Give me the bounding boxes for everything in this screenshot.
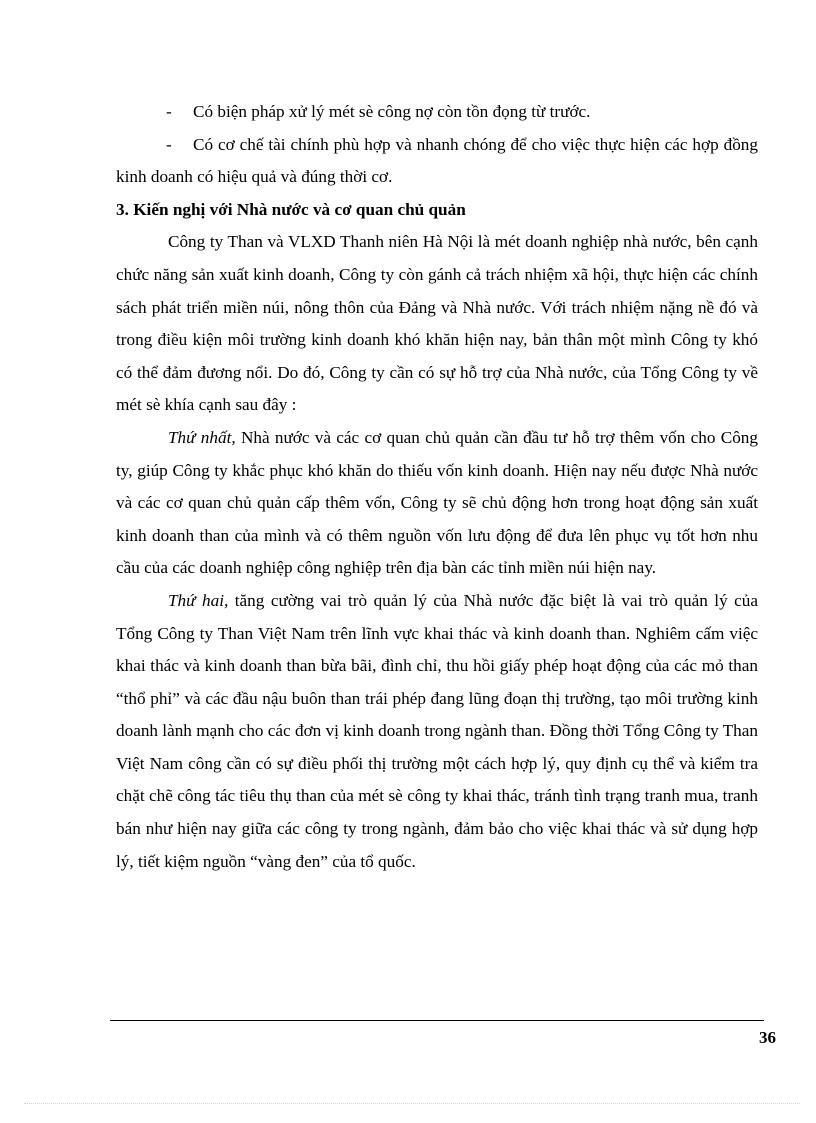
paragraph-lead: Thứ hai, <box>168 590 229 610</box>
bullet-marker: - <box>166 134 172 154</box>
page-number: 36 <box>759 1028 776 1047</box>
bullet-item-1 <box>116 96 758 129</box>
section-heading: 3. Kiến nghị với Nhà nước và cơ quan chủ quản <box>116 199 466 219</box>
bullet-text: Có cơ chế tài chính phù hợp và nhanh chóng để cho việc thực hiện các hợp đồng kinh doanh có hiệu quả và đúng thời cơ. <box>116 134 758 187</box>
page-bottom-dotted-border <box>24 1103 800 1104</box>
bullet-item-2 <box>116 129 758 194</box>
paragraph-lead: Thứ nhất, <box>168 427 236 447</box>
paragraph-text: tăng cường vai trò quản lý của Nhà nước đặc biệt là vai trò quản lý của Tổng Công ty Than Việt Nam trên lĩnh vực khai thác và kinh doanh than. Nghiêm cấm việc khai thác và kinh doanh than bừa bãi, đình chỉ, thu hồi giấy phép hoạt động của các mỏ than “thổ phỉ” và các đầu nậu buôn than trái phép đang lũng đoạn thị trường, tạo môi trường kinh doanh lành mạnh cho các đơn vị kinh doanh trong ngành than. Đồng thời Tổng Công ty Than Việt Nam công cần có sự điều phối thị trường một cách hợp lý, quy định cụ thể và kiểm tra chặt chẽ công tác tiêu thụ than của mét sè công ty khai thác, tránh tình trạng tranh mua, tranh bán như hiện nay giữa các công ty trong ngành, đảm bảo cho việc khai thác và sử dụng hợp lý, tiết kiệm nguồn “vàng đen” của tổ quốc. <box>116 590 758 871</box>
footer-divider <box>110 1020 764 1021</box>
paragraph-first <box>116 422 758 585</box>
paragraph-second <box>116 585 758 878</box>
bullet-marker: - <box>166 102 172 121</box>
paragraph-text: Nhà nước và các cơ quan chủ quản cần đầu tư hỗ trợ thêm vốn cho Công ty, giúp Công ty khắc phục khó khăn do thiếu vốn kinh doanh. Hiện nay nếu được Nhà nước và các cơ quan chủ quản cấp thêm vốn, Công ty sẽ chủ động hơn trong hoạt động sản xuất kinh doanh than của mình và có thêm nguồn vốn lưu động để đưa lên phục vụ tốt hơn nhu cầu của các doanh nghiệp công nghiệp trên địa bàn các tỉnh miền núi hiện nay. <box>116 427 758 578</box>
paragraph-intro: Công ty Than và VLXD Thanh niên Hà Nội là mét doanh nghiệp nhà nước, bên cạnh chức năng sản xuất kinh doanh, Công ty còn gánh cả trách nhiệm xã hội, thực hiện các chính sách phát triển miền núi, nông thôn của Đảng và Nhà nước. Với trách nhiệm nặng nề đó và trong điều kiện môi trường kinh doanh khó khăn hiện nay, bản thân một mình Công ty khó có thể đảm đương nổi. Do đó, Công ty cần có sự hỗ trợ của Nhà nước, của Tổng Công ty về mét sè khía cạnh sau đây : <box>116 232 758 415</box>
bullet-text: Có biện pháp xử lý mét sè công nợ còn tồn đọng từ trước. <box>193 102 591 121</box>
page-body <box>116 96 758 878</box>
